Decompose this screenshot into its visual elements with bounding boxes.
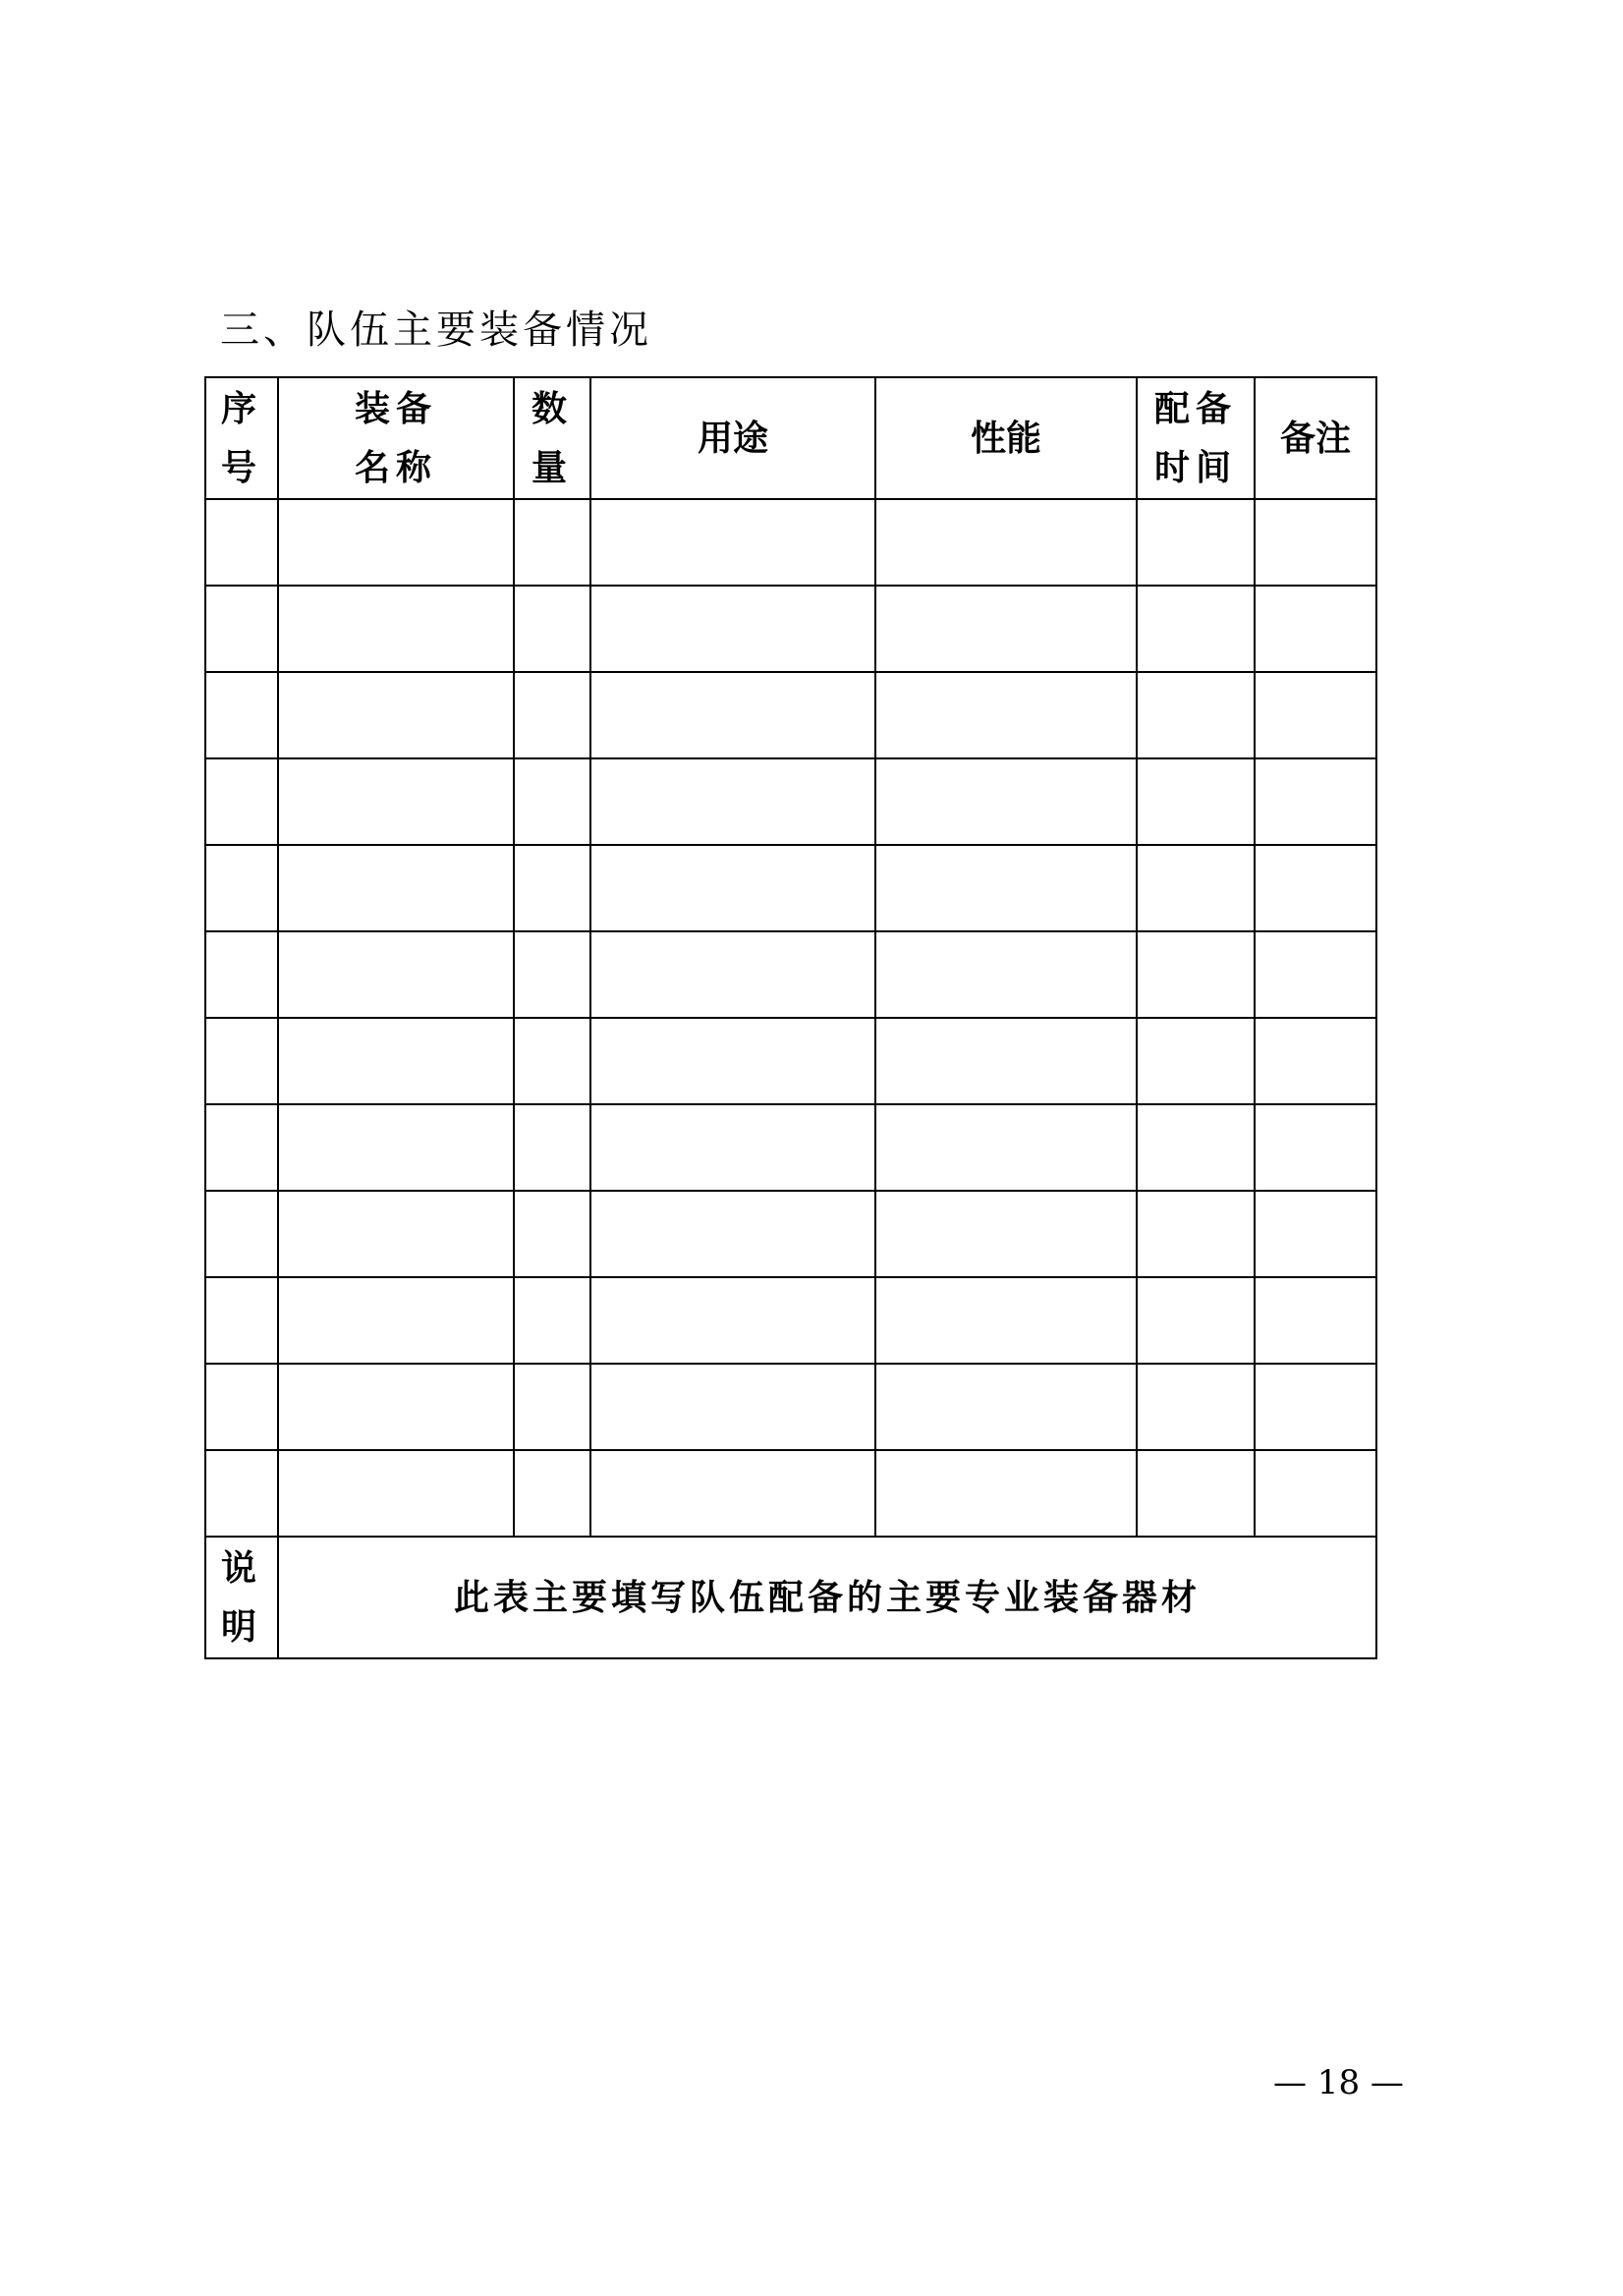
equipment-table <box>204 376 1377 1659</box>
cell-equipment-name[interactable] <box>278 1364 514 1450</box>
cell-equipment-name[interactable] <box>278 1277 514 1364</box>
cell-equip-time[interactable] <box>1137 1191 1255 1277</box>
header-remark: 备注 <box>1255 377 1376 499</box>
cell-quantity[interactable] <box>514 931 590 1018</box>
cell-usage[interactable] <box>590 1191 875 1277</box>
cell-remark[interactable] <box>1255 1450 1376 1537</box>
cell-equipment-name[interactable] <box>278 1450 514 1537</box>
cell-performance[interactable] <box>875 672 1137 758</box>
cell-equip-time[interactable] <box>1137 1018 1255 1104</box>
cell-usage[interactable] <box>590 845 875 931</box>
cell-performance[interactable] <box>875 1018 1137 1104</box>
section-title: 三、队伍主要装备情况 <box>220 308 652 353</box>
cell-quantity[interactable] <box>514 1191 590 1277</box>
cell-usage[interactable] <box>590 1450 875 1537</box>
cell-quantity[interactable] <box>514 1104 590 1191</box>
header-seq-line-1: 序 <box>220 388 262 429</box>
cell-usage[interactable] <box>590 586 875 672</box>
cell-seq[interactable] <box>205 1104 278 1191</box>
header-seq <box>205 377 278 499</box>
cell-seq[interactable] <box>205 845 278 931</box>
cell-performance[interactable] <box>875 499 1137 586</box>
cell-seq[interactable] <box>205 1191 278 1277</box>
cell-remark[interactable] <box>1255 499 1376 586</box>
header-time-line-1: 配备 <box>1153 388 1237 429</box>
cell-performance[interactable] <box>875 845 1137 931</box>
cell-remark[interactable] <box>1255 586 1376 672</box>
cell-performance[interactable] <box>875 1277 1137 1364</box>
cell-quantity[interactable] <box>514 672 590 758</box>
cell-equipment-name[interactable] <box>278 845 514 931</box>
table-row <box>205 931 1376 1018</box>
table-row <box>205 1104 1376 1191</box>
cell-quantity[interactable] <box>514 1277 590 1364</box>
table-row <box>205 1018 1376 1104</box>
cell-equip-time[interactable] <box>1137 1277 1255 1364</box>
cell-usage[interactable] <box>590 758 875 845</box>
header-qty-line-2: 量 <box>531 447 573 488</box>
cell-equip-time[interactable] <box>1137 586 1255 672</box>
note-text-content: 此表主要填写队伍配备的主要专业装备器材 <box>453 1577 1201 1618</box>
cell-equip-time[interactable] <box>1137 499 1255 586</box>
cell-seq[interactable] <box>205 1450 278 1537</box>
note-row <box>205 1537 1376 1658</box>
cell-remark[interactable] <box>1255 758 1376 845</box>
cell-seq[interactable] <box>205 672 278 758</box>
cell-performance[interactable] <box>875 758 1137 845</box>
cell-seq[interactable] <box>205 1364 278 1450</box>
cell-quantity[interactable] <box>514 1018 590 1104</box>
cell-equip-time[interactable] <box>1137 1364 1255 1450</box>
table-body <box>205 499 1376 1658</box>
cell-equipment-name[interactable] <box>278 499 514 586</box>
header-equipment-name <box>278 377 514 499</box>
cell-performance[interactable] <box>875 1104 1137 1191</box>
cell-remark[interactable] <box>1255 931 1376 1018</box>
cell-seq[interactable] <box>205 1018 278 1104</box>
header-name-line-2: 名称 <box>354 447 437 488</box>
header-quantity <box>514 377 590 499</box>
header-time-line-2: 时间 <box>1153 447 1237 488</box>
cell-equipment-name[interactable] <box>278 1104 514 1191</box>
cell-seq[interactable] <box>205 499 278 586</box>
table-row <box>205 758 1376 845</box>
cell-equip-time[interactable] <box>1137 845 1255 931</box>
table-row <box>205 499 1376 586</box>
cell-performance[interactable] <box>875 586 1137 672</box>
header-equip-time <box>1137 377 1255 499</box>
cell-equipment-name[interactable] <box>278 931 514 1018</box>
cell-remark[interactable] <box>1255 1191 1376 1277</box>
cell-performance[interactable] <box>875 1191 1137 1277</box>
cell-equip-time[interactable] <box>1137 1450 1255 1537</box>
header-seq-line-2: 号 <box>220 447 262 488</box>
cell-performance[interactable] <box>875 1364 1137 1450</box>
table-row <box>205 1191 1376 1277</box>
cell-equip-time[interactable] <box>1137 931 1255 1018</box>
table-row <box>205 586 1376 672</box>
table-row <box>205 1450 1376 1537</box>
cell-seq[interactable] <box>205 1277 278 1364</box>
table-row <box>205 672 1376 758</box>
cell-usage[interactable] <box>590 1104 875 1191</box>
table-row <box>205 845 1376 931</box>
cell-performance[interactable] <box>875 1450 1137 1537</box>
cell-remark[interactable] <box>1255 845 1376 931</box>
cell-performance[interactable] <box>875 931 1137 1018</box>
cell-seq[interactable] <box>205 586 278 672</box>
cell-usage[interactable] <box>590 672 875 758</box>
header-performance: 性能 <box>875 377 1137 499</box>
table-row <box>205 1277 1376 1364</box>
cell-equipment-name[interactable] <box>278 1191 514 1277</box>
table-row <box>205 1364 1376 1450</box>
cell-equip-time[interactable] <box>1137 672 1255 758</box>
header-row <box>205 377 1376 499</box>
cell-usage[interactable] <box>590 931 875 1018</box>
cell-quantity[interactable] <box>514 1450 590 1537</box>
cell-quantity[interactable] <box>514 586 590 672</box>
cell-usage[interactable] <box>590 1018 875 1104</box>
cell-equipment-name[interactable] <box>278 758 514 845</box>
cell-equipment-name[interactable] <box>278 586 514 672</box>
cell-equip-time[interactable] <box>1137 758 1255 845</box>
cell-remark[interactable] <box>1255 1018 1376 1104</box>
cell-quantity[interactable] <box>514 1364 590 1450</box>
cell-remark[interactable] <box>1255 1364 1376 1450</box>
note-text <box>278 1537 1376 1658</box>
cell-quantity[interactable] <box>514 845 590 931</box>
page-number: — 18 — <box>1273 2063 1404 2102</box>
header-qty-line-1: 数 <box>531 388 573 429</box>
header-name-line-1: 装备 <box>354 388 437 429</box>
cell-equipment-name[interactable] <box>278 1018 514 1104</box>
cell-equipment-name[interactable] <box>278 672 514 758</box>
cell-equip-time[interactable] <box>1137 1104 1255 1191</box>
cell-usage[interactable] <box>590 1277 875 1364</box>
note-label-line-2: 明 <box>220 1606 262 1648</box>
cell-quantity[interactable] <box>514 758 590 845</box>
note-label-line-1: 说 <box>220 1547 262 1589</box>
cell-usage[interactable] <box>590 499 875 586</box>
cell-seq[interactable] <box>205 931 278 1018</box>
cell-seq[interactable] <box>205 758 278 845</box>
header-usage: 用途 <box>590 377 875 499</box>
cell-remark[interactable] <box>1255 672 1376 758</box>
cell-usage[interactable] <box>590 1364 875 1450</box>
cell-quantity[interactable] <box>514 499 590 586</box>
note-label <box>205 1537 278 1658</box>
cell-remark[interactable] <box>1255 1277 1376 1364</box>
cell-remark[interactable] <box>1255 1104 1376 1191</box>
